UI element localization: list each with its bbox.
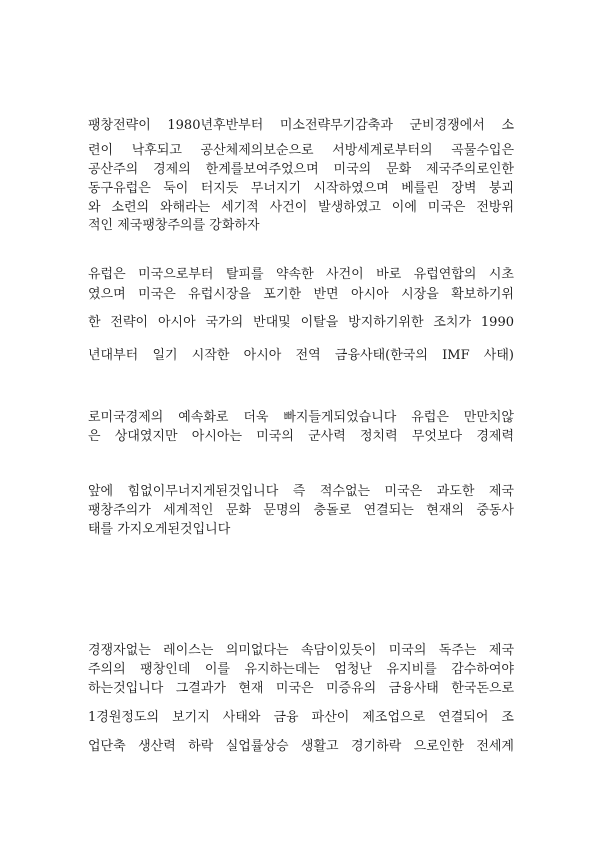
text-line: 업단축 생산력 하락 실업률상승 생활고 경기하락 으로인한 전세계 <box>88 739 514 754</box>
text-line: 주의의 팽창인데 이를 유지하는데는 엄청난 유지비를 감수하여야 <box>88 662 514 677</box>
text-line: 경쟁자없는 레이스는 의미없다는 속담이있듯이 미국의 독주는 제국 <box>88 643 514 658</box>
text-line: 공산주의 경제의 한계를보여주었으며 미국의 문화 제국주의로인한 <box>88 162 514 177</box>
text-line: 년대부터 일기 시작한 아시아 전역 금융사태(한국의 IMF 사태) <box>88 348 514 363</box>
text-line: 1경원정도의 보기지 사태와 금융 파산이 제조업으로 연결되어 조 <box>88 710 514 725</box>
text-line: 한 전략이 아시아 국가의 반대및 이탈을 방지하기위한 조치가 1990 <box>88 315 514 330</box>
text-line: 앞에 힘없이무너지게된것입니다 즉 적수없는 미국은 과도한 제국 <box>88 484 514 499</box>
text-line: 였으며 미국은 유럽시장을 포기한 반면 아시아 시장을 확보하기위 <box>88 287 514 302</box>
text-line: 팽창전략이 1980년후반부터 미소전략무기감축과 군비경쟁에서 소 <box>88 118 514 133</box>
text-line: 은 상대였지만 아시아는 미국의 군사력 정치력 무엇보다 경제력 <box>88 429 514 444</box>
text-line: 적인 제국팽창주의를 강화하자 <box>88 218 260 233</box>
text-line: 하는것입니다 그결과가 현재 미국은 미증유의 금융사태 한국돈으로 <box>88 681 514 696</box>
text-line: 동구유럽은 둑이 터지듯 무너지기 시작하였으며 베를린 장벽 붕괴 <box>88 181 514 196</box>
text-line: 로미국경제의 예속화로 더욱 빠지들게되었습니다 유럽은 만만치않 <box>88 410 514 425</box>
text-line: 태를 가지오게된것입니다 <box>88 522 231 537</box>
text-line: 련이 낙후되고 공산체제의보순으로 서방세계로부터의 곡물수입은 <box>88 143 514 158</box>
text-line: 와 소련의 와해라는 세기적 사건이 발생하였고 이에 미국은 전방위 <box>88 200 514 215</box>
text-line: 팽창주의가 세계적인 문화 문명의 충돌로 연결되는 현재의 중동사 <box>88 503 514 518</box>
text-line: 유럽은 미국으로부터 탈피를 약속한 사건이 바로 유럽연합의 시초 <box>88 267 514 282</box>
